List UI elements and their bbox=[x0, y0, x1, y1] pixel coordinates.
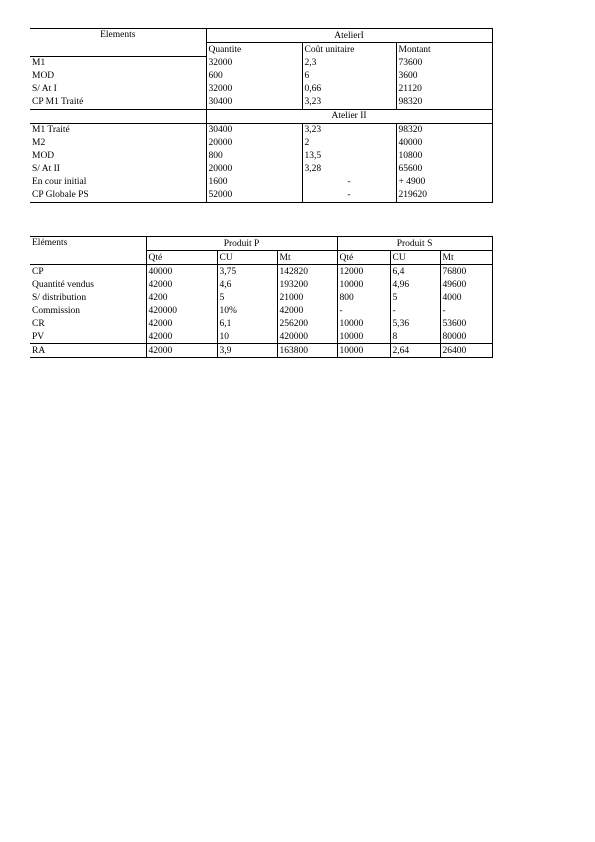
row-label: M1 bbox=[32, 58, 46, 68]
table-row bbox=[30, 83, 492, 96]
cell-pq: 42000 bbox=[146, 330, 217, 344]
cell-cout-unitaire: 6 bbox=[302, 70, 396, 83]
cell-quantite: 1600 bbox=[206, 176, 302, 189]
cell-quantite: 30400 bbox=[206, 123, 302, 137]
row-label: PV bbox=[32, 331, 45, 342]
cell-quantite: 20000 bbox=[206, 163, 302, 176]
cell-sq: 800 bbox=[337, 291, 390, 304]
row-label: Commission bbox=[32, 305, 81, 316]
cell-pq: 42000 bbox=[146, 317, 217, 330]
cell-scu: 5 bbox=[390, 291, 440, 304]
row-label: S/ distribution bbox=[32, 292, 87, 303]
header-p-cu: CU bbox=[217, 251, 277, 265]
row-label: RA bbox=[30, 344, 146, 358]
cell-cout-unitaire: 3,23 bbox=[302, 123, 396, 137]
cell-quantite: 32000 bbox=[206, 56, 302, 70]
cell-scu: - bbox=[390, 304, 440, 317]
cell-montant: 65600 bbox=[396, 163, 492, 176]
cell-cout-unitaire: 2,3 bbox=[302, 56, 396, 70]
header-p-mt: Mt bbox=[277, 251, 337, 265]
cell-sq: 12000 bbox=[337, 265, 390, 279]
header-p-qte: Qté bbox=[146, 251, 217, 265]
cell-sq: 10000 bbox=[337, 317, 390, 330]
cell-pcu: 10 bbox=[217, 330, 277, 344]
cell-montant: 98320 bbox=[396, 96, 492, 110]
table-row bbox=[30, 163, 492, 176]
cell-quantite: 52000 bbox=[206, 189, 302, 203]
header-atelier-1: AtelierI bbox=[206, 29, 492, 43]
header-atelier-2: Atelier II bbox=[206, 109, 492, 123]
table-row bbox=[30, 344, 492, 358]
row-label: CP M1 Traité bbox=[32, 97, 84, 107]
table-row bbox=[30, 278, 492, 291]
cell-montant: 3600 bbox=[396, 70, 492, 83]
cell-smt: 26400 bbox=[440, 344, 492, 358]
atelier-2-rows bbox=[30, 123, 492, 202]
row-label: M2 bbox=[32, 138, 46, 148]
cell-scu: 6,4 bbox=[390, 265, 440, 279]
cell-cout-unitaire: - bbox=[302, 189, 396, 203]
cell-cout-unitaire: 13,5 bbox=[302, 150, 396, 163]
cell-quantite: 30400 bbox=[206, 96, 302, 110]
cell-pcu: 5 bbox=[217, 291, 277, 304]
header-montant: Montant bbox=[396, 43, 492, 57]
cell-pcu: 10% bbox=[217, 304, 277, 317]
product-rows bbox=[30, 265, 492, 358]
cell-pmt: 256200 bbox=[277, 317, 337, 330]
cell-cout-unitaire: 3,28 bbox=[302, 163, 396, 176]
table-row bbox=[30, 96, 492, 110]
row-label: M1 Traité bbox=[32, 125, 70, 135]
table-row bbox=[30, 291, 492, 304]
table-row bbox=[30, 317, 492, 330]
cell-smt: - bbox=[440, 304, 492, 317]
header-s-cu: CU bbox=[390, 251, 440, 265]
row-label: CP Globale PS bbox=[32, 190, 89, 200]
cell-pq: 40000 bbox=[146, 265, 217, 279]
cell-pcu: 3,9 bbox=[217, 344, 277, 358]
table-row bbox=[30, 189, 492, 203]
table-row bbox=[30, 150, 492, 163]
cell-sq: 10000 bbox=[337, 330, 390, 344]
row-label: MOD bbox=[32, 71, 55, 81]
row-label: MOD bbox=[32, 151, 55, 161]
table-row bbox=[30, 56, 492, 70]
cell-montant: + 4900 bbox=[396, 176, 492, 189]
header-cout-unitaire: Coût unitaire bbox=[302, 43, 396, 57]
cell-pq: 42000 bbox=[146, 278, 217, 291]
cell-smt: 76800 bbox=[440, 265, 492, 279]
cell-pmt: 163800 bbox=[277, 344, 337, 358]
row-label: S/ At II bbox=[32, 164, 60, 174]
cell-sq: 10000 bbox=[337, 344, 390, 358]
cell-scu: 5,36 bbox=[390, 317, 440, 330]
table-row bbox=[30, 176, 492, 189]
header-s-qte: Qté bbox=[337, 251, 390, 265]
cell-montant: 10800 bbox=[396, 150, 492, 163]
row-label: Quantité vendus bbox=[32, 279, 95, 290]
row-label: S/ At I bbox=[32, 84, 57, 94]
cell-cout-unitaire: 3,23 bbox=[302, 96, 396, 110]
cell-montant: 73600 bbox=[396, 56, 492, 70]
atelier-cost-table bbox=[30, 28, 493, 203]
table-row bbox=[30, 330, 492, 344]
atelier-2-header-row bbox=[30, 109, 492, 123]
table-header-row bbox=[30, 237, 492, 251]
cell-smt: 4000 bbox=[440, 291, 492, 304]
cell-smt: 49600 bbox=[440, 278, 492, 291]
cell-pcu: 4,6 bbox=[217, 278, 277, 291]
cell-montant: 219620 bbox=[396, 189, 492, 203]
cell-scu: 8 bbox=[390, 330, 440, 344]
row-label: CR bbox=[32, 318, 45, 329]
table-row bbox=[30, 137, 492, 150]
row-label: CP bbox=[32, 266, 44, 277]
cell-smt: 80000 bbox=[440, 330, 492, 344]
table-row bbox=[30, 304, 492, 317]
cell-quantite: 800 bbox=[206, 150, 302, 163]
cell-montant: 98320 bbox=[396, 123, 492, 137]
cell-pcu: 6,1 bbox=[217, 317, 277, 330]
header-elements: Eléments bbox=[30, 237, 146, 265]
cell-cout-unitaire: 2 bbox=[302, 137, 396, 150]
cell-sq: - bbox=[337, 304, 390, 317]
header-produit-p: Produit P bbox=[146, 237, 337, 251]
cell-pmt: 193200 bbox=[277, 278, 337, 291]
row-label: En cour initial bbox=[32, 177, 87, 187]
header-produit-s: Produit S bbox=[337, 237, 492, 251]
cell-montant: 40000 bbox=[396, 137, 492, 150]
cell-pq: 4200 bbox=[146, 291, 217, 304]
table-row bbox=[30, 70, 492, 83]
cell-pq: 42000 bbox=[146, 344, 217, 358]
cell-cout-unitaire: 0,66 bbox=[302, 83, 396, 96]
cell-pmt: 21000 bbox=[277, 291, 337, 304]
cell-scu: 4,96 bbox=[390, 278, 440, 291]
product-result-table bbox=[30, 236, 493, 358]
cell-scu: 2,64 bbox=[390, 344, 440, 358]
header-s-mt: Mt bbox=[440, 251, 492, 265]
cell-cout-unitaire: - bbox=[302, 176, 396, 189]
header-quantite: Quantite bbox=[206, 43, 302, 57]
atelier-1-rows bbox=[30, 56, 492, 109]
cell-smt: 53600 bbox=[440, 317, 492, 330]
cell-pmt: 420000 bbox=[277, 330, 337, 344]
table-header-row bbox=[30, 29, 492, 43]
table-row bbox=[30, 123, 492, 137]
cell-sq: 10000 bbox=[337, 278, 390, 291]
cell-quantite: 600 bbox=[206, 70, 302, 83]
header-elements: Elements bbox=[30, 29, 206, 57]
cell-quantite: 20000 bbox=[206, 137, 302, 150]
cell-quantite: 32000 bbox=[206, 83, 302, 96]
cell-pmt: 142820 bbox=[277, 265, 337, 279]
cell-pmt: 42000 bbox=[277, 304, 337, 317]
table-row bbox=[30, 265, 492, 279]
cell-montant: 21120 bbox=[396, 83, 492, 96]
cell-pcu: 3,75 bbox=[217, 265, 277, 279]
cell-pq: 420000 bbox=[146, 304, 217, 317]
